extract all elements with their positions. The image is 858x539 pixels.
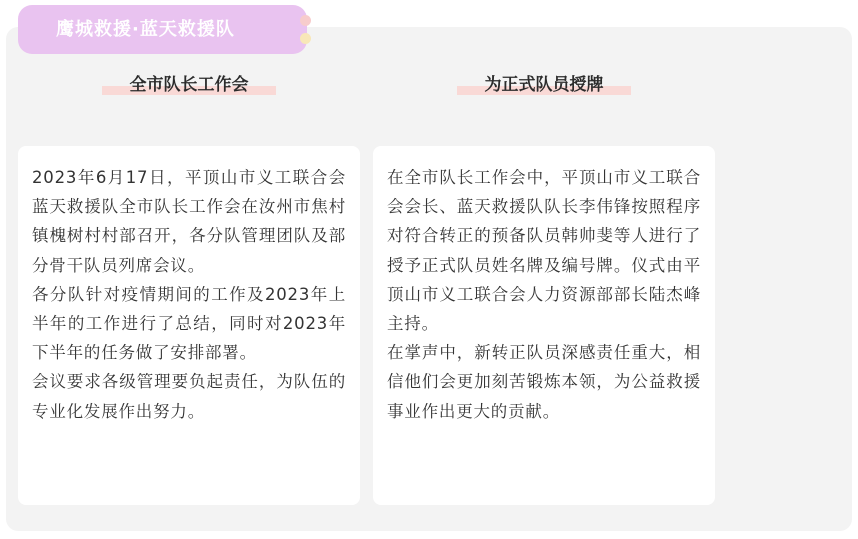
section-heading-badge-award: 为正式队员授牌	[457, 73, 631, 97]
decorative-dot-pink	[300, 15, 311, 26]
text-card-meeting	[18, 146, 360, 505]
paragraph: 各分队针对疫情期间的工作及2023年上半年的工作进行了总结，同时对2023年下半年的任务做了安排部署。	[32, 284, 346, 363]
text-card-badge-award	[373, 146, 715, 505]
paragraph: 2023年6月17日，平顶山市义工联合会蓝天救援队全市队长工作会在汝州市焦村镇槐树村村部召开，各分队管理团队及部分骨干队员列席会议。	[32, 168, 346, 275]
section-tag	[18, 5, 307, 54]
paragraph: 在全市队长工作会中，平顶山市义工联合会会长、蓝天救援队队长李伟锋按照程序对符合转正的预备队员韩帅斐等人进行了授予正式队员姓名牌及编号牌。仪式由平顶山市义工联合会人力资源部部长陆杰峰主持。	[387, 168, 701, 334]
section-heading-meeting: 全市队长工作会	[102, 73, 276, 97]
decorative-dot-yellow	[300, 33, 311, 44]
paragraph: 会议要求各级管理要负起责任，为队伍的专业化发展作出努力。	[32, 372, 346, 421]
paragraph: 在掌声中，新转正队员深感责任重大，相信他们会更加刻苦锻炼本领，为公益救援事业作出更大的贡献。	[387, 343, 701, 421]
section-tag-label: 鹰城救援·蓝天救援队	[56, 19, 235, 40]
